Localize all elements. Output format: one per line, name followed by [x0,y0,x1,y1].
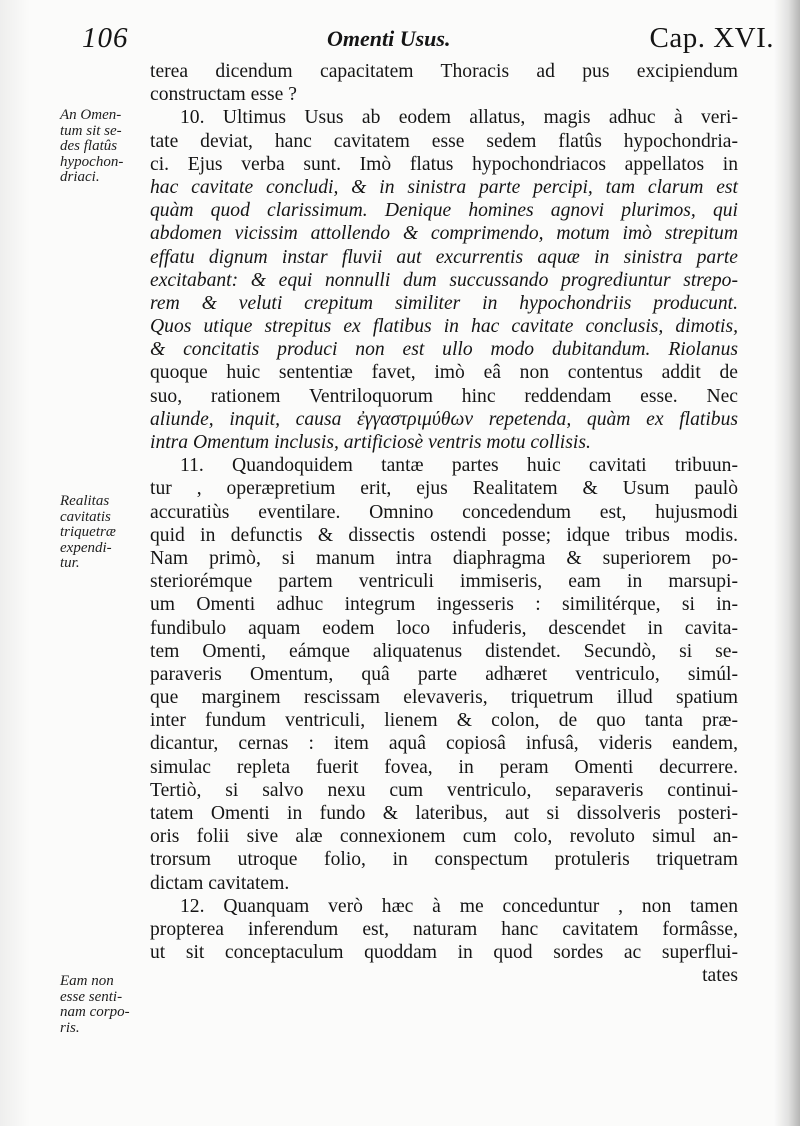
chapter-heading: Cap. XVI. [649,22,774,54]
margin-note-line: triquetræ [60,524,116,540]
text-line: quoque huic sententiæ favet, imò eâ non contentus addit de [150,362,738,384]
text-line: tem Omenti, eámque aliquatenus distendet. Secundò, si se- [150,640,738,662]
text-line: excitabant: & equi nonnulli dum succussando progrediuntur strepo- [150,269,738,291]
running-title: Omenti Usus. [327,26,451,51]
text-line: paraveris Omentum, quâ parte adhæret ventriculo, simúl- [150,663,738,685]
catchword: tates [702,965,738,987]
text-line: accuratiùs eventilare. Omnino concedendum est, hujusmodi [150,501,738,523]
text-line: quid in defunctis & dissectis ostendi posse; idque tribus modis. [150,524,738,546]
text-line: inter fundum ventriculi, lienem & colon, de quo tanta præ- [150,710,738,732]
text-line: dicantur, cernas : item aquâ copiosâ infusâ, videris eandem, [150,733,738,755]
margin-note-sentina [60,974,138,1036]
text-line: dictam cavitatem. [150,872,290,894]
text-line: ci. Ejus verba sunt. Imò flatus hypochondriacos appellatos in [150,153,738,175]
text-line: trorsum utroque folio, in conspectum protuleris triquetram [150,849,738,871]
margin-note-line: Realitas [60,493,110,509]
text-line: steriorémque partem ventriculi immiseris, eam in marsupi- [150,571,738,593]
text-line: Tertiò, si salvo nexu cum ventriculo, separaveris continui- [150,779,738,801]
text-line: propterea inferendum est, naturam hanc cavitatem formâsse, [150,918,738,940]
margin-note-line: tur. [60,555,80,571]
text-line: constructam esse ? [150,84,297,106]
text-line: tate deviat, hanc cavitatem esse sedem flatûs hypochondria- [150,130,738,152]
paragraph-10-start: 10. Ultimus Usus ab eodem allatus, magis adhuc à veri- [180,107,738,129]
margin-note-flatus [60,108,138,186]
margin-note-line: expendi- [60,539,112,556]
margin-note-line: nam corpo- [60,1004,130,1020]
margin-note-line: esse senti- [60,988,123,1005]
text-line: effatu dignum instar fluvii aut excurrentis aquæ in sinistra parte [150,246,738,268]
margin-note-line: hypochon- [60,153,124,170]
text-line: fundibulo aquam eodem loco infuderis, descendet in cavita- [150,617,738,639]
text-line: Quos utique strepitus ex flatibus in hac cavitate conclusis, dimotis, [150,316,738,338]
text-line: hac cavitate concludi, & in sinistra parte percipi, tam clarum est [150,176,738,198]
margin-note-line: driaci. [60,169,100,185]
paragraph-12-start: 12. Quanquam verò hæc à me conceduntur , non tamen [180,895,738,917]
text-line: rem & veluti crepitum similiter in hypochondriis producunt. [150,292,738,314]
text-line: tatem Omenti in fundo & lateribus, aut si dissolveris posteri- [150,803,738,824]
text-line: simulac repleta fuerit fovea, in peram Omenti decurrere. [150,756,738,778]
text-line: Nam primò, si manum intra diaphragma & superiorem po- [150,547,738,569]
text-line: um Omenti adhuc integrum ingesseris : similitérque, si in- [150,594,738,616]
margin-note-line: Eam non [60,973,114,989]
page-header [82,22,782,56]
margin-note-realitas [60,494,138,572]
margin-note-line: tum sit se- [60,122,122,139]
body-text [150,60,738,988]
text-line: intra Omentum inclusis, artificiosè ventris motu collisis. [150,432,591,453]
margin-note-line: cavitatis [60,508,111,525]
margin-note-line: des flatûs [60,138,118,154]
text-line: quàm quod clarissimum. Denique homines agnovi plurimos, qui [150,200,738,222]
text-line: suo, rationem Ventriloquorum hinc reddendam esse. Nec [150,385,738,407]
text-line: terea dicendum capacitatem Thoracis ad pus excipiendum [150,61,738,82]
margin-note-line: An Omen- [60,107,122,123]
text-line: abdomen vicissim attollendo & comprimendo, motum imò strepitum [150,223,738,245]
text-line: & concitatis produci non est ullo modo dubitandum. Riolanus [150,339,738,361]
text-line: tur , operæpretium erit, ejus Realitatem & Usum paulò [150,478,738,500]
page-edge-shadow [0,0,30,1126]
book-spine-shadow [774,0,800,1126]
text-line: que marginem rescissam elevaveris, triquetrum illud spatium [150,687,738,709]
paragraph-11-start: 11. Quandoquidem tantæ partes huic cavitati tribuun- [180,455,738,477]
text-line: ut sit conceptaculum quoddam in quod sordes ac superflui- [150,942,738,964]
text-line: aliunde, inquit, causa ἐγγαστριμύθων repetenda, quàm ex flatibus [150,408,738,430]
margin-note-line: ris. [60,1019,80,1036]
page-number: 106 [82,22,129,54]
text-line: oris folii sive alæ connexionem cum colo, revoluto simul an- [150,826,738,848]
